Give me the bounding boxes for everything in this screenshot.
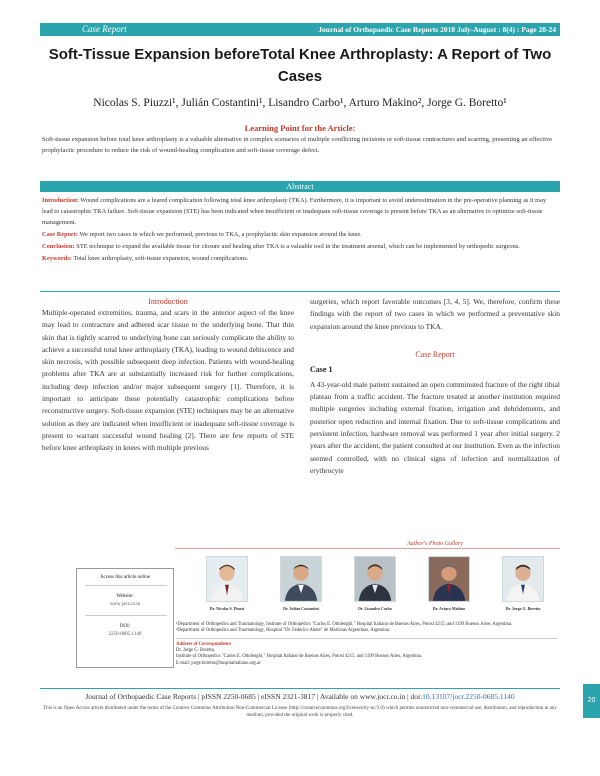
footer-journal-info: Journal of Orthopaedic Case Reports | pISSN 2250-0685 | eISSN 2321-3817 | Available on www.jocr.co.in | doi: bbox=[85, 692, 423, 701]
abstract-keywords-text: Total knee arthroplasty, soft-tissue expansion, wound complications. bbox=[73, 255, 249, 262]
access-divider bbox=[85, 615, 167, 616]
author-photo bbox=[280, 556, 322, 602]
author-photo-name: Dr. Lisandro Carbo bbox=[358, 606, 392, 611]
abstract-case-report bbox=[42, 229, 558, 240]
correspondence-heading: Address of Correspondence bbox=[176, 642, 232, 647]
author-photo-name: Dr. Jorge G. Boretto bbox=[505, 606, 541, 611]
website-label: Website: bbox=[116, 594, 134, 599]
access-divider bbox=[85, 585, 167, 586]
abstract-conclusion-label: Conclusion: bbox=[42, 243, 75, 250]
footer-doi-link[interactable]: 10.13107/jocr.2250-0685.1140 bbox=[422, 692, 515, 701]
case1-text: A 43-year-old male patient sustained an open comminuted fracture of the right tibial plateau from a traffic accident. The fracture treated at another institution required multiple surgeries including external fixation, irrigation and debridements, and posterior open reduction and internal fixation. Due to soft-tissue complications and persistent infection, hardware removal was performed 1 year after initial surgery. 2 years after the accident, the patient consulted at our institution. Even as the infection seemed controlled, with no clinical signs of infection and normalization of erythrocyte bbox=[310, 379, 560, 475]
author-photos bbox=[192, 556, 562, 616]
abstract-keywords bbox=[42, 253, 558, 264]
learning-point-heading: Learning Point for the Article: bbox=[244, 123, 356, 133]
abstract-keywords-label: Keywords: bbox=[42, 255, 72, 262]
doi-value[interactable]: 2250-0685.1140 bbox=[108, 632, 142, 637]
affiliation-divider bbox=[176, 638, 558, 639]
website-link[interactable]: www.jocr.co.in bbox=[109, 602, 141, 607]
author-photo bbox=[428, 556, 470, 602]
right-column bbox=[310, 296, 560, 477]
abstract-case-text: We report two cases in which we performed, previous to TKA, a prophylactic skin expansion around the knee. bbox=[79, 231, 362, 238]
author-photo bbox=[502, 556, 544, 602]
author-photo bbox=[354, 556, 396, 602]
abstract-intro-label: Introduction: bbox=[42, 197, 79, 204]
author-photo-name: Dr. Nicolas S. Piuzzi bbox=[209, 606, 245, 611]
introduction-text: Multiple-operated extremities, trauma, and scars in the anterior aspect of the knee may lead to contracture and adhered scar tissue to the underlying bone. That thin skin that is tightly scarred to underlying bone can seriously complicate the ability to achieve a successful total knee arthroplasty (TKA), leading to wound dehiscence and skin necrosis, with possible subsequent deep infection. Patients with wound-healing problems after TKA are at substantially increased risk for further complications, including deep infection and/or major subsequent surgery [1]. Therefore, it is important to anticipate these potentially catastrophic complications before reconstructive surgery. Soft-tissue expansion (STE) techniques may be an alternative solution as they are indicated when insufficient or inadequate soft-tissue coverage is present to warrant successful wound healing [2]. There are few reports of STE before knee arthroplasty in knees with multiple previous bbox=[42, 308, 294, 453]
footer-divider bbox=[40, 688, 560, 689]
author-photo bbox=[206, 556, 248, 602]
access-title: Access this article online bbox=[99, 575, 151, 580]
page-number-tab: 20 bbox=[583, 684, 600, 718]
correspondence-email[interactable]: E-mail: jorge.boretto@hospitalitaliano.org.ar bbox=[176, 660, 261, 666]
author-photo-name: Dr. Julián Costantini bbox=[283, 606, 319, 611]
footer-citation bbox=[40, 692, 560, 702]
article-title: Soft-Tissue Expansion beforeTotal Knee Arthroplasty: A Report of Two Cases bbox=[48, 46, 552, 85]
case1-heading: Case 1 bbox=[310, 364, 333, 374]
abstract-case-label: Case Report: bbox=[42, 231, 79, 238]
case-report-heading: Case Report bbox=[415, 349, 455, 359]
photo-gallery-heading: Author's Photo Gallery bbox=[407, 541, 463, 547]
author-photo-name: Dr. Arturo Makino bbox=[432, 606, 466, 611]
correspondence-name: Dr. Jorge G. Boretto, bbox=[176, 648, 216, 654]
journal-citation: Journal of Orthopaedic Case Reports 2018 July-August : 8(4) : Page 20-24 bbox=[318, 25, 556, 34]
affiliation-2: ²Department of Orthopedics and Traumatology, Hospital "Dr. Federico Abete" de Malvinas Argentinas, Argentina. bbox=[176, 628, 391, 634]
abstract-divider bbox=[40, 291, 560, 292]
affiliation-1: ¹Department of Orthopedics and Traumatology, Institute of Orthopedics "Carlos E. Ottolenghi," Hospital Italiano de Buenos Aires, Potosí 4215, and 1199 Buenos Aires, Argentina. bbox=[176, 622, 513, 627]
abstract-heading: Abstract bbox=[40, 181, 560, 192]
abstract-intro-text: Wound complications are a feared complication following total knee arthroplasty (TKA). Furthermore, it is important to avoid underestimation in the pre-operative planning as it may lead to catastrophic TKA failure. Soft-tissue expansion (STE) has been indicated when insufficient or inadequate soft-tissue coverage is present before TKA as an alternative to optimize soft-tissue management. bbox=[42, 197, 547, 226]
author-list: Nicolas S. Piuzzi¹, Julián Costantini¹, Lisandro Carbo¹, Arturo Makino², Jorge G. Boretto¹ bbox=[93, 97, 507, 109]
correspondence-address: Institute of Orthopedics "Carlos E. Ottolenghi," Hospital Italiano de Buenos Aires, Potosí 4215, and 1199 Buenos Aires, Argentina. bbox=[176, 654, 423, 660]
abstract-introduction bbox=[42, 195, 558, 228]
left-column bbox=[42, 296, 294, 455]
access-online-box bbox=[76, 568, 174, 668]
affiliations bbox=[176, 622, 558, 634]
header-bar bbox=[40, 23, 560, 36]
correspondence bbox=[176, 642, 558, 667]
doi-label: DOI: bbox=[119, 624, 131, 629]
abstract-conclusion-text: STE technique to expand the available tissue for closure and healing after TKA is a valuable tool in the treatment arsenal, which can be implemented by orthopedic surgeons. bbox=[76, 243, 520, 250]
license-notice: This is an Open Access article distributed under the terms of the Creative Commons Attribution Non-Commercial License (http://creativecommons.org/licenses/by-nc/3.0) which permits unrestricted non-commercial use, distribution, and reproduction in any medium, provided the original work is properly cited. bbox=[43, 706, 557, 718]
abstract-body bbox=[42, 195, 558, 264]
introduction-continuation: surgeries, which report favorable outcomes [3, 4, 5]. We, therefore, confirm these findings with the report of two cases in which we performed a preventative skin expansion around the knee previous to TKA. bbox=[310, 297, 560, 331]
article-type-tag: Case Report bbox=[82, 24, 127, 34]
gallery-divider bbox=[175, 548, 560, 549]
introduction-heading: Introduction bbox=[148, 297, 188, 306]
abstract-conclusion bbox=[42, 241, 558, 252]
learning-point-text: Soft-tissue expansion before total knee arthroplasty is a valuable alternative in complex scenarios of multiple conflicting incisions or soft-tissue contractures and scarring, presenting an effective prophylactic procedure to reduce the risk of wound-healing complication and soft-tissue coverage defect. bbox=[42, 136, 553, 154]
